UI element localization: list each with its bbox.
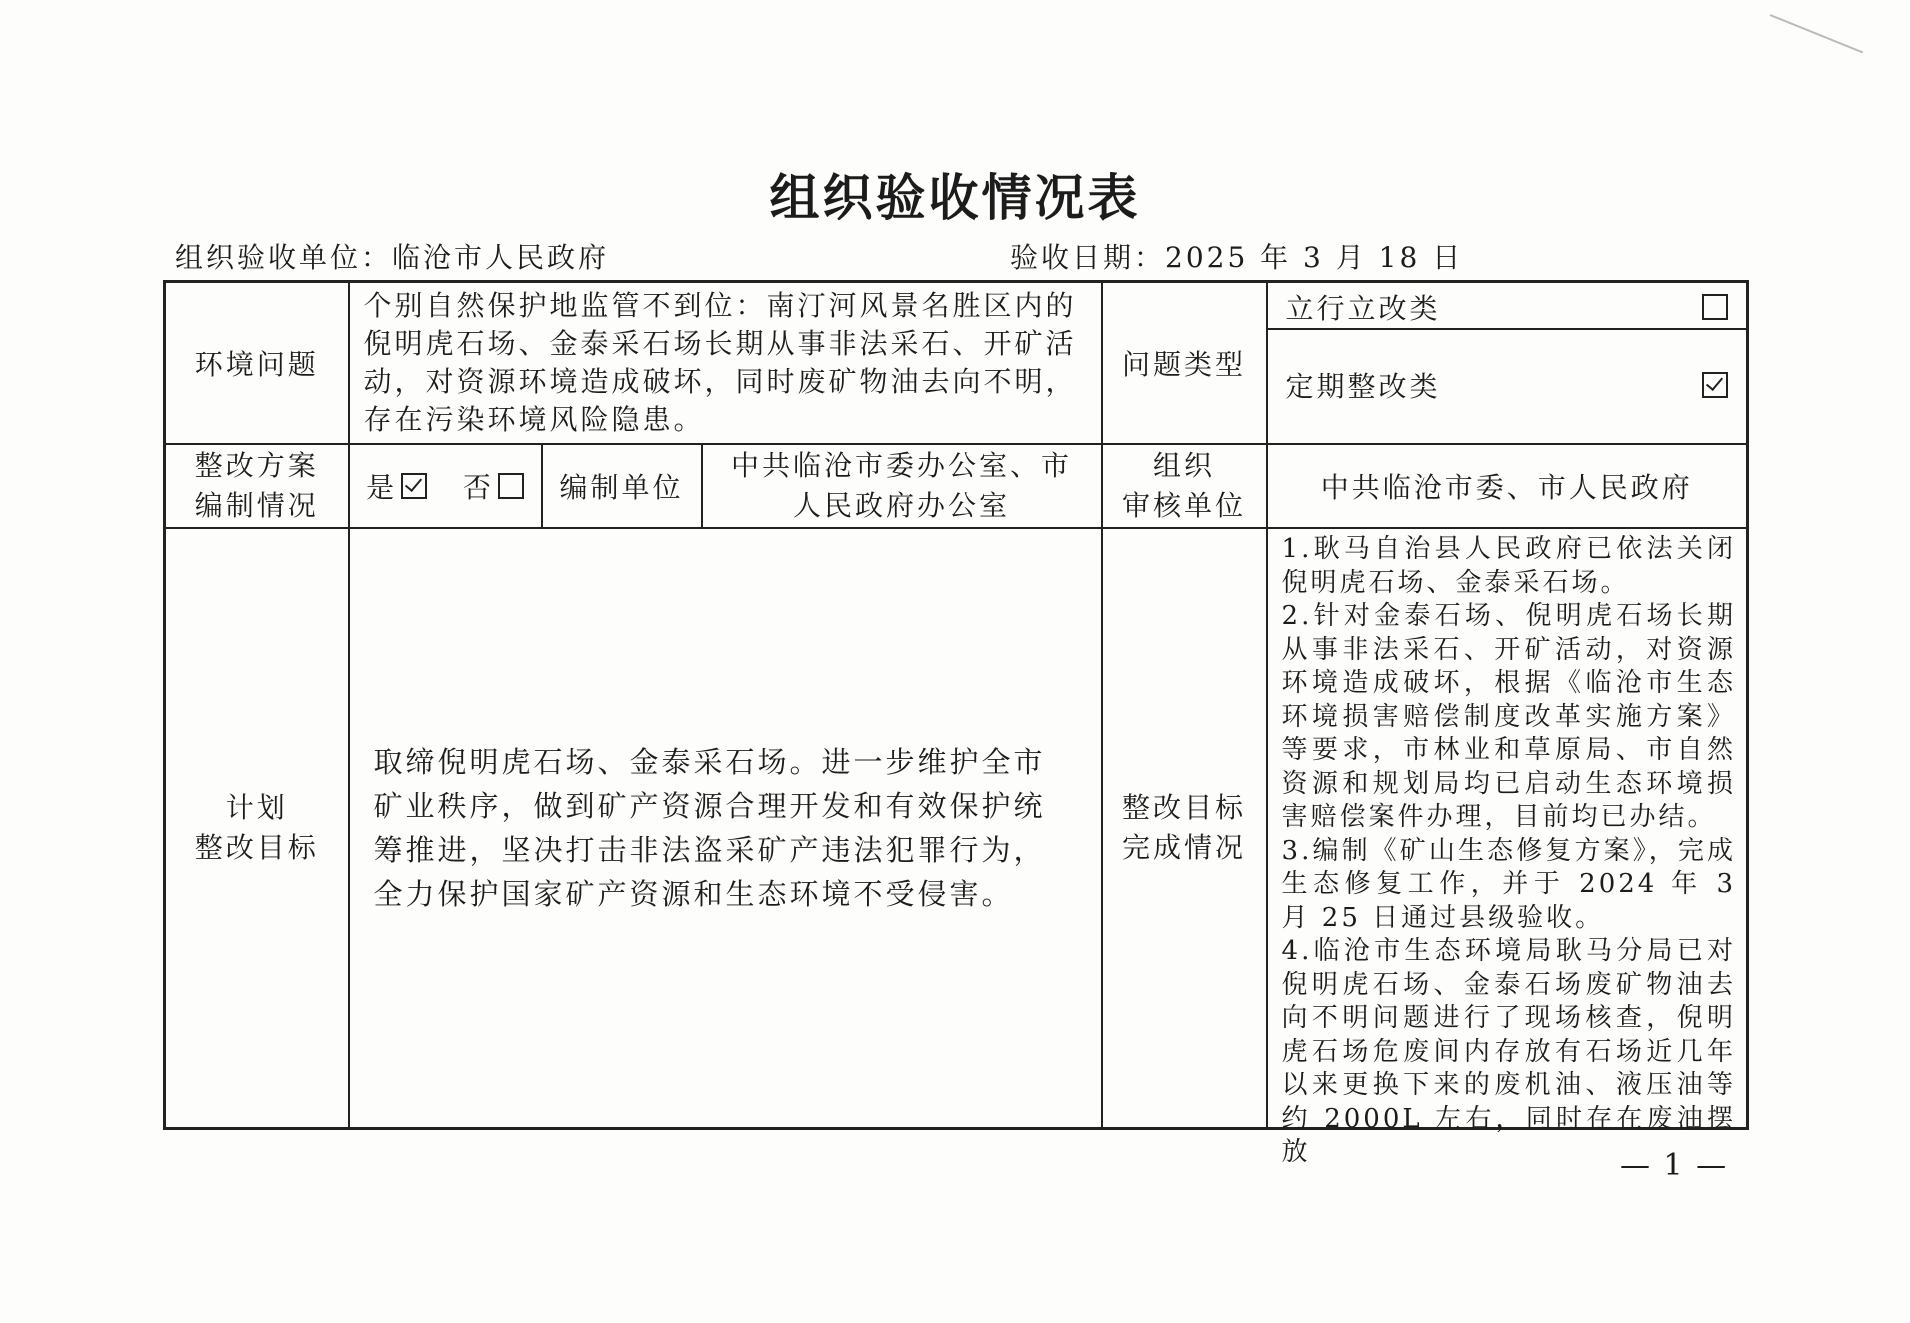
compile-unit-label: 编制单位 — [542, 444, 702, 528]
plan-label-line-2: 编制情况 — [194, 489, 319, 522]
env-problem-label: 环境问题 — [165, 282, 349, 445]
plan-label — [165, 444, 349, 528]
type-immediate-row — [1286, 286, 1729, 328]
table-row-goal — [165, 528, 1748, 1128]
plan-label-line-1: 整改方案 — [194, 449, 319, 482]
review-unit-label — [1102, 444, 1267, 528]
goal-label-line-1: 计划 — [225, 790, 288, 824]
review-label-line-2: 审核单位 — [1122, 489, 1247, 522]
problem-type-options — [1267, 282, 1748, 445]
review-unit: 中共临沧市委、市人民政府 — [1267, 444, 1748, 528]
compile-unit-line-1: 中共临沧市委办公室、市 — [731, 449, 1073, 482]
env-problem-text: 个别自然保护地监管不到位：南汀河风景名胜区内的倪明虎石场、金泰采石场长期从事非法采石、开矿活动，对资源环境造成破坏，同时废矿物油去向不明，存在污染环境风险隐患。 — [349, 282, 1102, 445]
problem-type-label: 问题类型 — [1102, 282, 1267, 445]
table-row-plan — [165, 444, 1748, 528]
plan-yes-label: 是 — [366, 471, 398, 504]
plan-yes-checkbox[interactable] — [401, 473, 427, 499]
completion-text — [1267, 528, 1748, 1167]
goal-label-line-2: 整改目标 — [194, 830, 319, 864]
completion-item-4: 4.临沧市生态环境局耿马分局已对倪明虎石场、金泰石场废矿物油去向不明问题进行了现场核查，倪明虎石场危废间内存放有石场近几年以来更换下来的废机油、液压油等约 2000L 左右，同时存在废油摆放 — [1281, 936, 1737, 1167]
type-periodic-row — [1268, 328, 1747, 440]
type-periodic-label: 定期整改类 — [1285, 370, 1441, 403]
plan-no-checkbox[interactable] — [498, 473, 524, 499]
acceptance-table — [163, 280, 1749, 1167]
goal-label — [165, 528, 349, 1128]
completion-label-line-1: 整改目标 — [1122, 790, 1247, 824]
completion-label-line-2: 完成情况 — [1122, 830, 1247, 864]
acceptance-unit: 组织验收单位：临沧市人民政府 — [175, 241, 610, 274]
compile-unit — [702, 444, 1102, 528]
completion-item-2: 2.针对金泰石场、倪明虎石场长期从事非法采石、开矿活动，对资源环境造成破坏，根据《临沧市生态环境损害赔偿制度改革实施方案》等要求，市林业和草原局、市自然资源和规划局均已启动生态环境损害赔偿案件办理，目前均已办结。 — [1281, 601, 1737, 832]
completion-item-3: 3.编制《矿山生态修复方案》，完成生态修复工作，并于 2024 年 3 月 25 日通过县级验收。 — [1281, 835, 1737, 933]
type-immediate-label: 立行立改类 — [1285, 292, 1441, 325]
table-row-env-problem — [165, 282, 1748, 445]
completion-item-1: 1.耿马自治县人民政府已依法关闭倪明虎石场、金泰采石场。 — [1281, 534, 1737, 598]
acceptance-date: 验收日期：2025 年 3 月 18 日 — [1010, 241, 1464, 274]
type-immediate-checkbox[interactable] — [1702, 294, 1728, 320]
completion-text-clip — [1281, 533, 1737, 1167]
scan-artifact-line — [1770, 14, 1863, 53]
goal-text: 取缔倪明虎石场、金泰采石场。进一步维护全市矿业秩序，做到矿产资源合理开发和有效保护统筹推进，坚决打击非法盗采矿产违法犯罪行为，全力保护国家矿产资源和生态环境不受侵害。 — [349, 528, 1102, 1128]
plan-yes-no — [349, 444, 542, 528]
completion-label — [1102, 528, 1267, 1128]
review-label-line-1: 组织 — [1153, 449, 1216, 482]
plan-no-label: 否 — [462, 471, 494, 504]
page-title: 组织验收情况表 — [769, 169, 1141, 227]
page-number: — 1 — — [1620, 1148, 1729, 1183]
type-periodic-checkbox[interactable] — [1702, 372, 1728, 398]
compile-unit-line-2: 人民政府办公室 — [793, 489, 1011, 522]
